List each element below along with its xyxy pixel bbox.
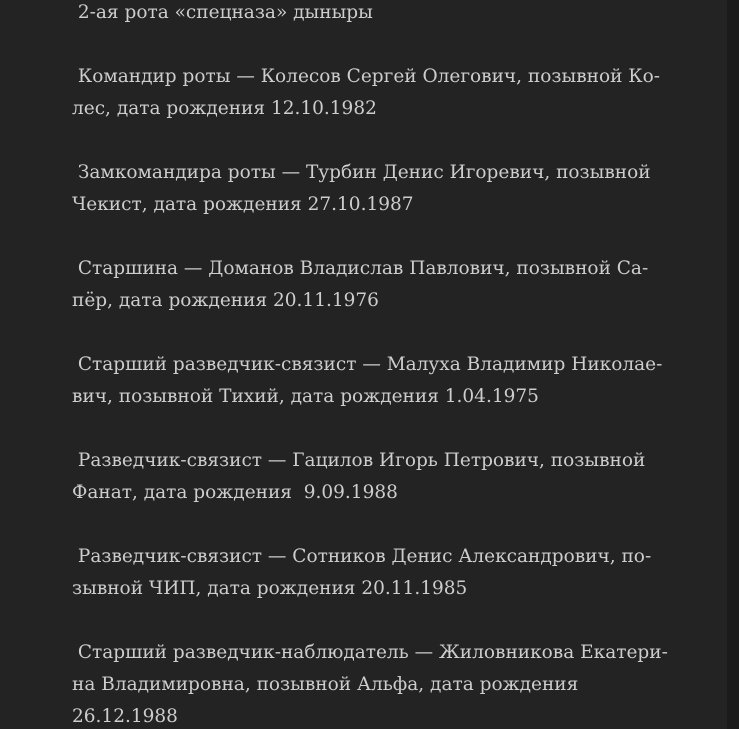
paragraph-senior-scout-signaller (72, 349, 672, 413)
text-line: Разведчик-связист — Гацилов Игорь Петрович, позывной (72, 450, 646, 471)
text-line: Старший разведчик-связист — Малуха Владимир Николае- (72, 354, 663, 375)
text-line: Разведчик-связист — Сотников Денис Александрович, по- (72, 546, 652, 567)
text-line: Старший разведчик-наблюдатель — Жиловникова Екатери- (72, 642, 668, 663)
scrollbar-track[interactable] (727, 0, 739, 729)
paragraph-senior-scout-observer (72, 637, 672, 729)
paragraph-scout-signaller-1 (72, 445, 672, 509)
article-body (72, 0, 672, 729)
text-line: Замкомандира роты — Турбин Денис Игоревич, позывной (72, 162, 651, 183)
paragraph-deputy-commander (72, 157, 672, 221)
text-line: на Владимировна, позывной Альфа, дата рождения (72, 674, 579, 695)
text-line: 26.12.1988 (72, 706, 178, 727)
text-line: Фанат, дата рождения 9.09.1988 (72, 482, 398, 503)
text-line: Чекист, дата рождения 27.10.1987 (72, 194, 414, 215)
section-heading (72, 0, 672, 29)
text-line: вич, позывной Тихий, дата рождения 1.04.1975 (72, 386, 539, 407)
paragraph-scout-signaller-2 (72, 541, 672, 605)
text-line: зывной ЧИП, дата рождения 20.11.1985 (72, 578, 468, 599)
text-line: лес, дата рождения 12.10.1982 (72, 98, 377, 119)
text-line: 2-ая рота «спецназа» дыныры (72, 2, 373, 23)
text-line: пёр, дата рождения 20.11.1976 (72, 290, 379, 311)
text-line: Старшина — Доманов Владислав Павлович, позывной Са- (72, 258, 649, 279)
paragraph-sergeant-major (72, 253, 672, 317)
paragraph-commander (72, 61, 672, 125)
text-line: Командир роты — Колесов Сергей Олегович, позывной Ко- (72, 66, 660, 87)
